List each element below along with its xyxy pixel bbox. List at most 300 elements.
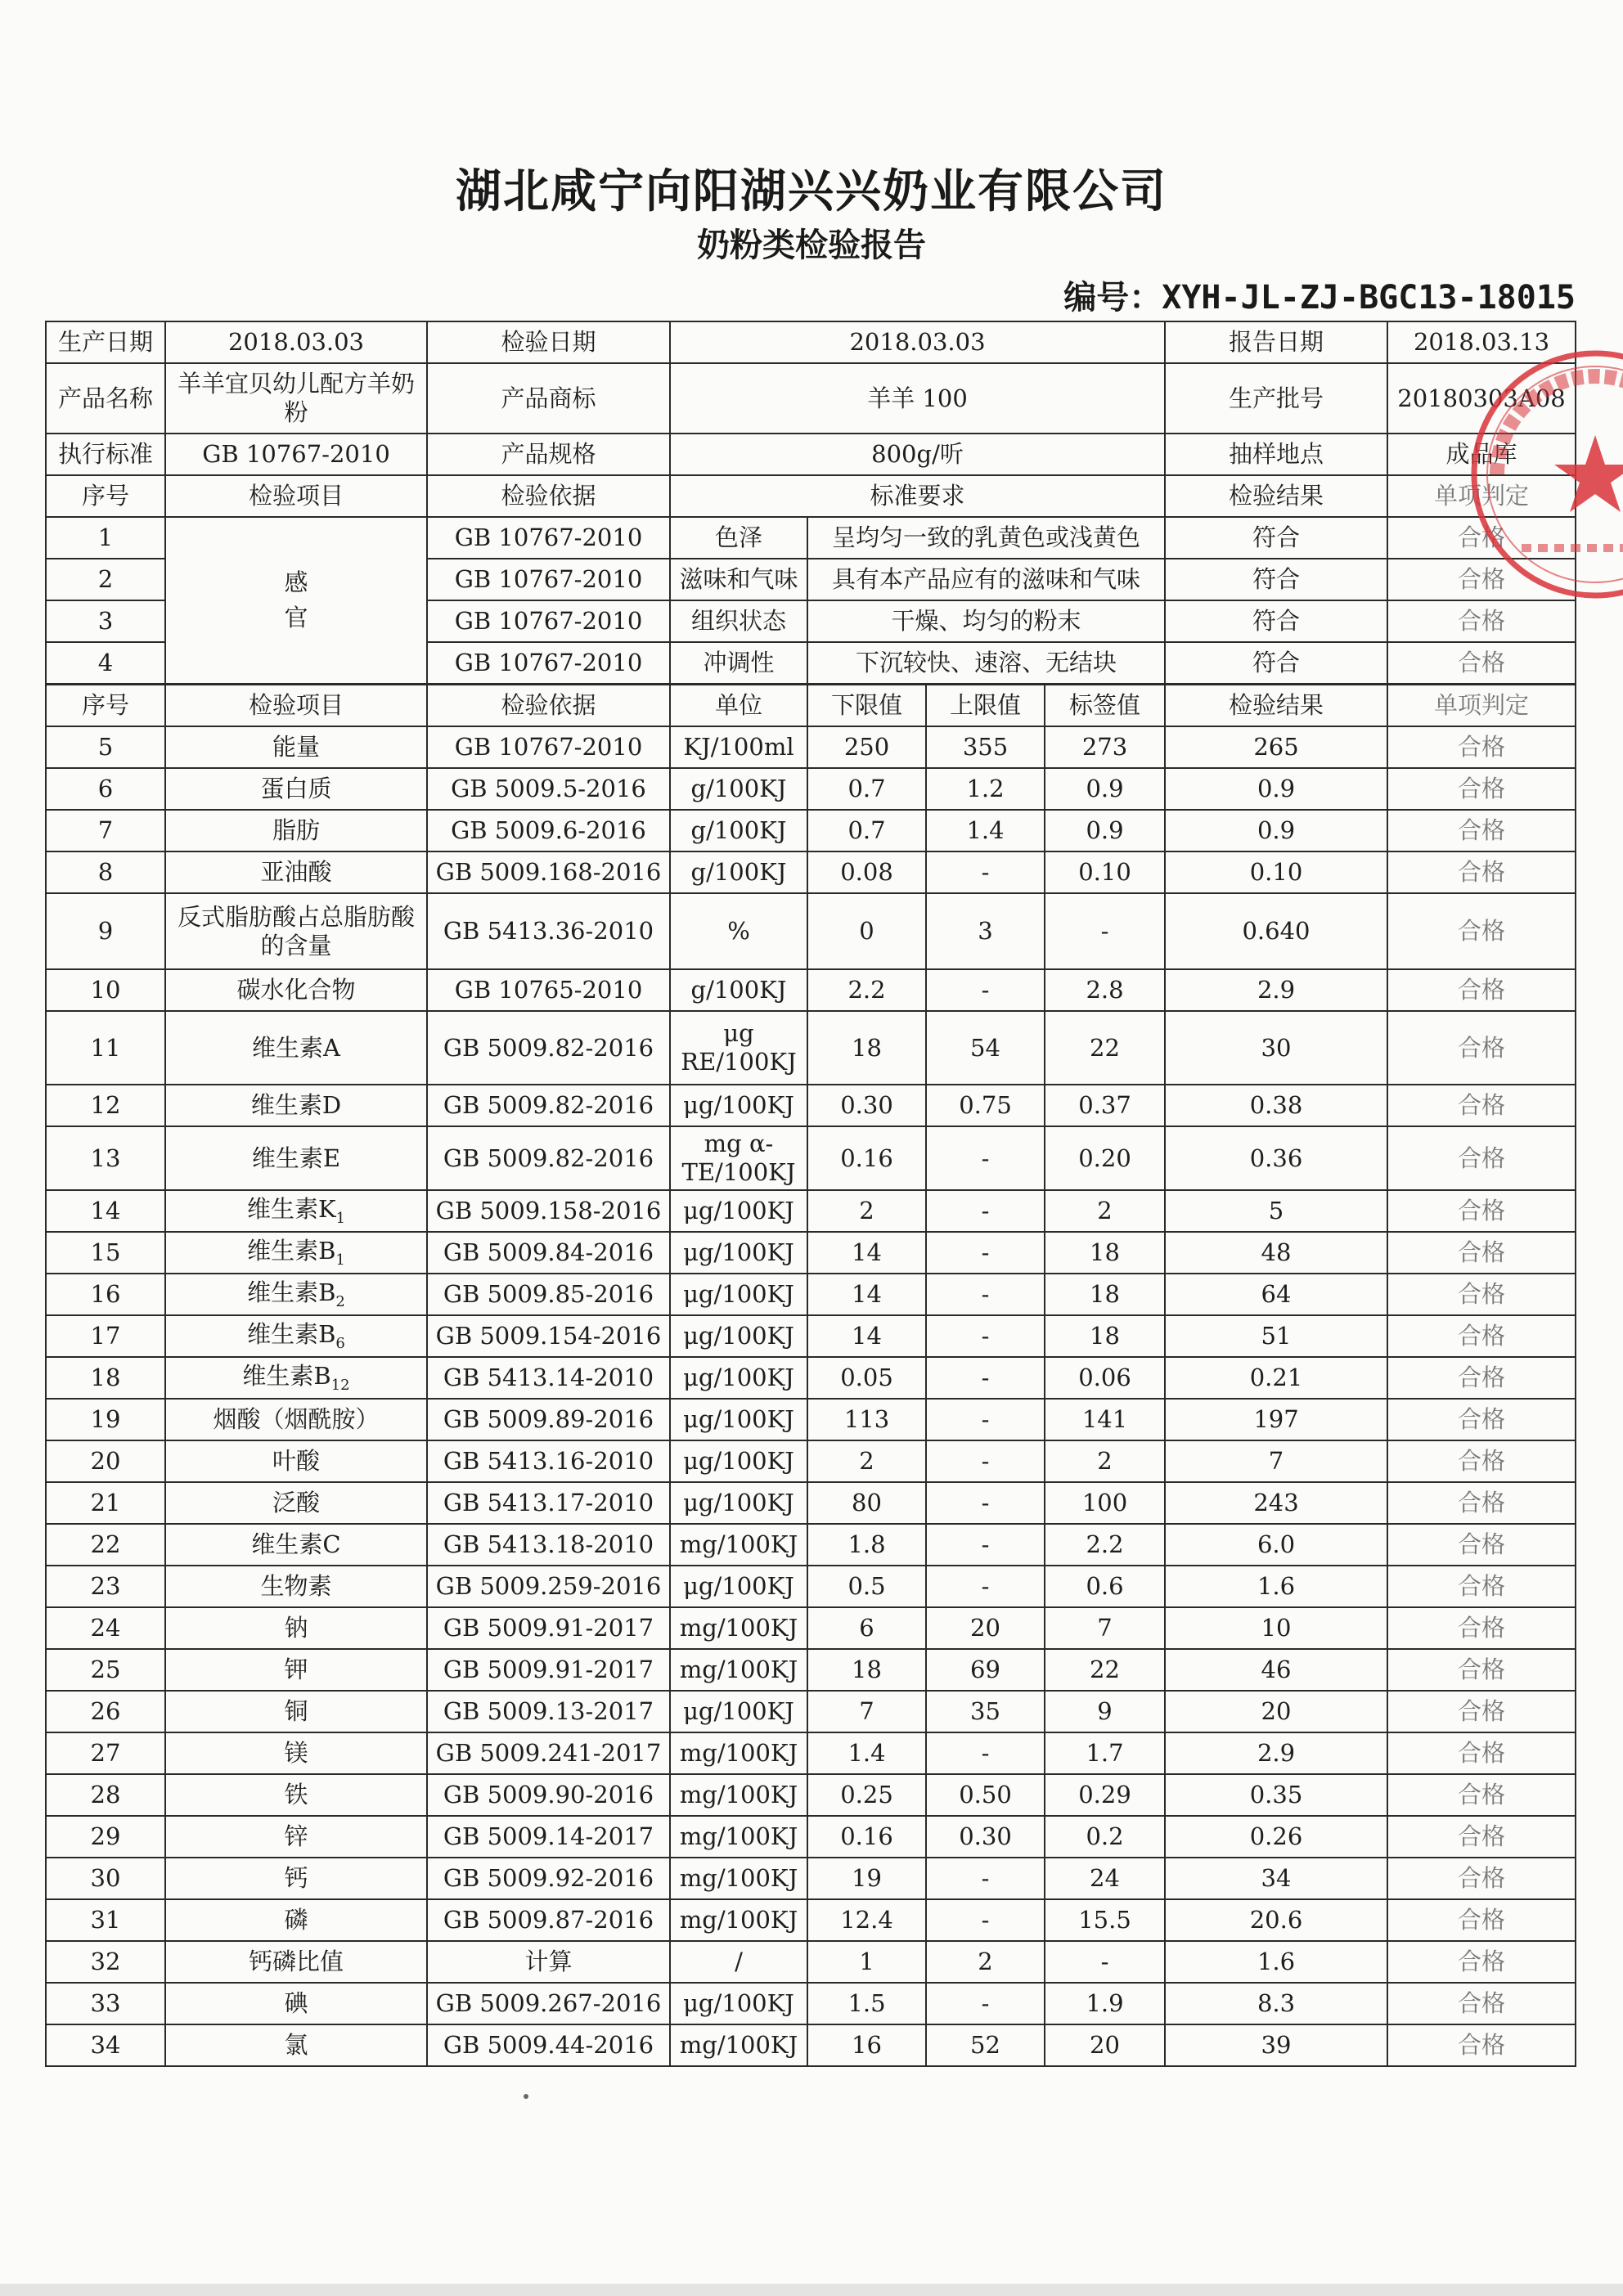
row-result: 2.9 [1165, 1732, 1387, 1774]
row-label-value: 0.10 [1045, 851, 1165, 893]
row-judge: 合格 [1387, 1732, 1576, 1774]
row-judge: 合格 [1387, 1774, 1576, 1816]
row-attribute: 滋味和气味 [670, 559, 807, 600]
row-max: 69 [926, 1649, 1045, 1691]
row-basis: GB 5009.89-2016 [427, 1399, 670, 1440]
row-item [165, 969, 427, 1011]
row-unit: μg/100KJ [670, 1482, 807, 1524]
row-judge: 合格 [1387, 1899, 1576, 1941]
row-label-value: 24 [1045, 1858, 1165, 1899]
row-label-value: 9 [1045, 1691, 1165, 1732]
row-max: - [926, 969, 1045, 1011]
row-judge: 合格 [1387, 559, 1576, 600]
row-min: 0.16 [807, 1816, 926, 1858]
row-max: - [926, 1357, 1045, 1399]
row-min: 1.4 [807, 1732, 926, 1774]
row-label-value: 2 [1045, 1190, 1165, 1232]
row-no: 3 [46, 600, 165, 642]
row-item-name: 钾 [284, 1656, 308, 1684]
row-item [165, 1607, 427, 1649]
standard-label: 执行标准 [46, 434, 165, 475]
row-basis: GB 5009.82-2016 [427, 1126, 670, 1190]
row-label-value: 18 [1045, 1232, 1165, 1274]
row-min: 14 [807, 1232, 926, 1274]
row-result: 265 [1165, 726, 1387, 768]
row-judge: 合格 [1387, 642, 1576, 684]
row-min: 0.7 [807, 810, 926, 851]
row-label-value: 2.2 [1045, 1524, 1165, 1566]
row-unit: μg RE/100KJ [670, 1011, 807, 1085]
nutrient-row [46, 726, 1576, 768]
row-item-name: 反式脂肪酸占总脂肪酸的含量 [177, 902, 415, 959]
row-basis: GB 5413.14-2010 [427, 1357, 670, 1399]
nutrient-row [46, 1858, 1576, 1899]
sensory-row [46, 517, 1576, 559]
row-no: 1 [46, 517, 165, 559]
row-no: 17 [46, 1315, 165, 1357]
row-result: 1.6 [1165, 1941, 1387, 1983]
row-item [165, 1011, 427, 1085]
row-item [165, 1774, 427, 1816]
nutrient-row [46, 1774, 1576, 1816]
row-judge: 合格 [1387, 1232, 1576, 1274]
batch: 20180303A08 [1387, 363, 1576, 434]
row-unit: g/100KJ [670, 810, 807, 851]
nutrient-row [46, 1482, 1576, 1524]
row-result: 10 [1165, 1607, 1387, 1649]
row-item [165, 2024, 427, 2066]
row-label-value: - [1045, 893, 1165, 969]
row-item-name: 镁 [284, 1739, 308, 1768]
row-item-subscript: 1 [335, 1251, 345, 1269]
row-label-value: 22 [1045, 1649, 1165, 1691]
row-item-name: 铁 [284, 1781, 308, 1809]
nutrient-row [46, 1566, 1576, 1607]
row-min: 113 [807, 1399, 926, 1440]
row-no: 6 [46, 768, 165, 810]
row-basis: GB 5009.158-2016 [427, 1190, 670, 1232]
row-unit: g/100KJ [670, 969, 807, 1011]
nutrient-table [45, 684, 1576, 2067]
header-no: 序号 [46, 475, 165, 517]
row-no: 8 [46, 851, 165, 893]
row-result: 5 [1165, 1190, 1387, 1232]
row-result: 0.21 [1165, 1357, 1387, 1399]
row-judge: 合格 [1387, 1816, 1576, 1858]
row-max: - [926, 1274, 1045, 1315]
row-item-name: 维生素E [251, 1144, 341, 1172]
header-result: 检验结果 [1165, 685, 1387, 726]
row-basis: GB 5413.17-2010 [427, 1482, 670, 1524]
brand-label: 产品商标 [427, 363, 670, 434]
row-no: 21 [46, 1482, 165, 1524]
sensory-item: 感 官 [165, 517, 427, 684]
row-unit: μg/100KJ [670, 1691, 807, 1732]
row-item-name: 钙 [284, 1864, 308, 1893]
row-judge: 合格 [1387, 768, 1576, 810]
row-min: 0.05 [807, 1357, 926, 1399]
row-label-value: - [1045, 1941, 1165, 1983]
row-no: 27 [46, 1732, 165, 1774]
row-unit: mg/100KJ [670, 1524, 807, 1566]
row-item-name: 维生素A [252, 1033, 340, 1062]
row-label-value: 141 [1045, 1399, 1165, 1440]
row-item-name: 烟酸（烟酰胺） [213, 1405, 380, 1434]
nutrient-rows [46, 726, 1576, 2066]
row-item-name: 蛋白质 [260, 775, 332, 803]
row-result: 6.0 [1165, 1524, 1387, 1566]
row-item [165, 1899, 427, 1941]
row-min: 2 [807, 1440, 926, 1482]
row-label-value: 15.5 [1045, 1899, 1165, 1941]
row-unit: μg/100KJ [670, 1315, 807, 1357]
row-no: 26 [46, 1691, 165, 1732]
row-max: 355 [926, 726, 1045, 768]
row-result: 0.26 [1165, 1816, 1387, 1858]
row-no: 7 [46, 810, 165, 851]
row-no: 13 [46, 1126, 165, 1190]
row-min: 2.2 [807, 969, 926, 1011]
row-item-name: 泛酸 [272, 1489, 320, 1517]
row-max: - [926, 1858, 1045, 1899]
row-label-value: 0.6 [1045, 1566, 1165, 1607]
row-no: 20 [46, 1440, 165, 1482]
row-item [165, 1126, 427, 1190]
row-no: 28 [46, 1774, 165, 1816]
row-item-name: 维生素B [247, 1278, 336, 1306]
header-requirement: 标准要求 [670, 475, 1165, 517]
row-min: 14 [807, 1274, 926, 1315]
row-label-value: 7 [1045, 1607, 1165, 1649]
row-item [165, 1524, 427, 1566]
nutrient-row [46, 1649, 1576, 1691]
row-unit: mg/100KJ [670, 1774, 807, 1816]
row-label-value: 100 [1045, 1482, 1165, 1524]
row-max: 54 [926, 1011, 1045, 1085]
row-max: 0.30 [926, 1816, 1045, 1858]
row-no: 16 [46, 1274, 165, 1315]
row-basis: GB 5009.84-2016 [427, 1232, 670, 1274]
row-judge: 合格 [1387, 1399, 1576, 1440]
row-basis: GB 10767-2010 [427, 559, 670, 600]
row-judge: 合格 [1387, 1607, 1576, 1649]
row-no: 25 [46, 1649, 165, 1691]
row-no: 23 [46, 1566, 165, 1607]
row-unit: μg/100KJ [670, 1566, 807, 1607]
row-item-name: 脂肪 [272, 816, 320, 845]
row-result: 符合 [1165, 559, 1387, 600]
row-label-value: 2 [1045, 1440, 1165, 1482]
row-no: 18 [46, 1357, 165, 1399]
row-result: 39 [1165, 2024, 1387, 2066]
nutrient-row [46, 2024, 1576, 2066]
header-min: 下限值 [807, 685, 926, 726]
nutrient-row [46, 768, 1576, 810]
nutrient-row [46, 1315, 1576, 1357]
row-label-value: 273 [1045, 726, 1165, 768]
row-basis: GB 10765-2010 [427, 969, 670, 1011]
row-unit: mg/100KJ [670, 1899, 807, 1941]
row-basis: GB 5009.154-2016 [427, 1315, 670, 1357]
row-basis: GB 5009.5-2016 [427, 768, 670, 810]
row-no: 22 [46, 1524, 165, 1566]
nutrient-row [46, 851, 1576, 893]
row-result: 0.9 [1165, 768, 1387, 810]
row-unit: mg/100KJ [670, 1732, 807, 1774]
nutrient-row [46, 893, 1576, 969]
row-judge: 合格 [1387, 1566, 1576, 1607]
prod-date-label: 生产日期 [46, 321, 165, 363]
row-unit: μg/100KJ [670, 1190, 807, 1232]
row-label-value: 1.9 [1045, 1983, 1165, 2024]
sample: 成品库 [1387, 434, 1576, 475]
row-requirement: 呈均匀一致的乳黄色或浅黄色 [807, 517, 1165, 559]
row-result: 1.6 [1165, 1566, 1387, 1607]
row-item [165, 1190, 427, 1232]
row-max: 0.50 [926, 1774, 1045, 1816]
row-result: 符合 [1165, 600, 1387, 642]
row-item [165, 1399, 427, 1440]
spec: 800g/听 [670, 434, 1165, 475]
row-unit: mg/100KJ [670, 2024, 807, 2066]
row-item [165, 810, 427, 851]
row-label-value: 0.20 [1045, 1126, 1165, 1190]
nutrient-row [46, 1691, 1576, 1732]
row-judge: 合格 [1387, 810, 1576, 851]
row-label-value: 1.7 [1045, 1732, 1165, 1774]
row-min: 0.25 [807, 1774, 926, 1816]
row-max: - [926, 1232, 1045, 1274]
row-item [165, 1941, 427, 1983]
company-name: 湖北咸宁向阳湖兴兴奶业有限公司 [456, 165, 1167, 218]
row-min: 0.08 [807, 851, 926, 893]
row-label-value: 18 [1045, 1274, 1165, 1315]
row-label-value: 0.9 [1045, 768, 1165, 810]
row-result: 0.38 [1165, 1085, 1387, 1126]
row-item [165, 1232, 427, 1274]
row-result: 46 [1165, 1649, 1387, 1691]
row-result: 20 [1165, 1691, 1387, 1732]
row-result: 197 [1165, 1399, 1387, 1440]
row-unit: KJ/100ml [670, 726, 807, 768]
scan-speck [524, 2094, 528, 2099]
row-min: 1.5 [807, 1983, 926, 2024]
row-item-name: 亚油酸 [260, 858, 332, 887]
report-subtitle: 奶粉类检验报告 [697, 227, 926, 264]
header-item: 检验项目 [165, 685, 427, 726]
header-judge: 单项判定 [1387, 475, 1576, 517]
row-min: 7 [807, 1691, 926, 1732]
row-basis: GB 5009.87-2016 [427, 1899, 670, 1941]
row-judge: 合格 [1387, 1983, 1576, 2024]
row-basis: GB 5009.90-2016 [427, 1774, 670, 1816]
row-item [165, 893, 427, 969]
row-judge: 合格 [1387, 1085, 1576, 1126]
row-max: 1.4 [926, 810, 1045, 851]
row-unit: mg/100KJ [670, 1607, 807, 1649]
info-row-dates [46, 321, 1576, 363]
row-item-name: 锌 [284, 1822, 308, 1851]
row-item-name: 钠 [284, 1614, 308, 1642]
row-unit: % [670, 893, 807, 969]
row-basis: GB 5009.6-2016 [427, 810, 670, 851]
row-min: 6 [807, 1607, 926, 1649]
row-no: 32 [46, 1941, 165, 1983]
nutrient-row [46, 1232, 1576, 1274]
row-unit: mg/100KJ [670, 1649, 807, 1691]
row-item [165, 1691, 427, 1732]
nutrient-row [46, 969, 1576, 1011]
row-basis: GB 5413.16-2010 [427, 1440, 670, 1482]
nutrient-row [46, 1607, 1576, 1649]
row-judge: 合格 [1387, 517, 1576, 559]
row-no: 9 [46, 893, 165, 969]
row-no: 11 [46, 1011, 165, 1085]
row-judge: 合格 [1387, 1315, 1576, 1357]
row-unit: / [670, 1941, 807, 1983]
row-judge: 合格 [1387, 726, 1576, 768]
row-basis: GB 10767-2010 [427, 726, 670, 768]
row-unit: mg α-TE/100KJ [670, 1126, 807, 1190]
nutrient-row [46, 1732, 1576, 1774]
row-result: 8.3 [1165, 1983, 1387, 2024]
row-judge: 合格 [1387, 1649, 1576, 1691]
row-item [165, 1816, 427, 1858]
row-item [165, 768, 427, 810]
scan-edge [0, 2284, 1623, 2296]
nutrient-row [46, 1899, 1576, 1941]
info-row-standard [46, 434, 1576, 475]
row-item-name: 维生素D [250, 1091, 342, 1120]
row-min: 0.16 [807, 1126, 926, 1190]
row-result: 0.10 [1165, 851, 1387, 893]
row-item-subscript: 1 [335, 1209, 346, 1227]
row-max: - [926, 1732, 1045, 1774]
row-basis: GB 5009.82-2016 [427, 1011, 670, 1085]
row-min: 80 [807, 1482, 926, 1524]
report-number-value: XYH-JL-ZJ-BGC13-18015 [1162, 279, 1576, 317]
row-label-value: 0.9 [1045, 810, 1165, 851]
row-no: 31 [46, 1899, 165, 1941]
nutrient-row [46, 1399, 1576, 1440]
row-max: - [926, 1440, 1045, 1482]
sensory-header-row [46, 475, 1576, 517]
nutrient-row [46, 1011, 1576, 1085]
row-result: 0.35 [1165, 1774, 1387, 1816]
nutrient-row [46, 1357, 1576, 1399]
row-result: 符合 [1165, 642, 1387, 684]
row-no: 33 [46, 1983, 165, 2024]
row-min: 12.4 [807, 1899, 926, 1941]
row-item [165, 1482, 427, 1524]
row-no: 24 [46, 1607, 165, 1649]
row-min: 0 [807, 893, 926, 969]
row-item [165, 1357, 427, 1399]
row-max: - [926, 851, 1045, 893]
nutrient-row [46, 1274, 1576, 1315]
row-max: - [926, 1566, 1045, 1607]
row-result: 20.6 [1165, 1899, 1387, 1941]
row-basis: GB 5009.14-2017 [427, 1816, 670, 1858]
info-sensory-table [45, 321, 1576, 685]
row-min: 1.8 [807, 1524, 926, 1566]
row-max: - [926, 1126, 1045, 1190]
row-label-value: 2.8 [1045, 969, 1165, 1011]
row-item-name: 碳水化合物 [236, 976, 356, 1004]
row-judge: 合格 [1387, 1941, 1576, 1983]
row-unit: μg/100KJ [670, 1357, 807, 1399]
row-min: 14 [807, 1315, 926, 1357]
row-label-value: 0.2 [1045, 1816, 1165, 1858]
row-judge: 合格 [1387, 1011, 1576, 1085]
row-unit: μg/100KJ [670, 1983, 807, 2024]
row-item-name: 钙磷比值 [248, 1948, 344, 1976]
row-min: 250 [807, 726, 926, 768]
row-max: 1.2 [926, 768, 1045, 810]
company-seal [1464, 344, 1623, 605]
header-unit: 单位 [670, 685, 807, 726]
row-judge: 合格 [1387, 893, 1576, 969]
info-row-product [46, 363, 1576, 434]
row-requirement: 干燥、均匀的粉末 [807, 600, 1165, 642]
row-judge: 合格 [1387, 1482, 1576, 1524]
row-item [165, 1274, 427, 1315]
row-item-name: 维生素B [242, 1361, 331, 1390]
row-basis: GB 10767-2010 [427, 517, 670, 559]
row-unit: mg/100KJ [670, 1816, 807, 1858]
insp-date-label: 检验日期 [427, 321, 670, 363]
row-min: 2 [807, 1190, 926, 1232]
report-number [1063, 272, 1576, 318]
row-result: 符合 [1165, 517, 1387, 559]
nutrient-header-row [46, 685, 1576, 726]
row-basis: GB 5009.91-2017 [427, 1649, 670, 1691]
row-item [165, 1085, 427, 1126]
row-label-value: 0.06 [1045, 1357, 1165, 1399]
header-judge: 单项判定 [1387, 685, 1576, 726]
brand: 羊羊 100 [670, 363, 1165, 434]
row-min: 0.5 [807, 1566, 926, 1607]
nutrient-row [46, 1440, 1576, 1482]
row-requirement: 下沉较快、速溶、无结块 [807, 642, 1165, 684]
row-unit: μg/100KJ [670, 1085, 807, 1126]
row-item-name: 铜 [284, 1697, 308, 1726]
row-item-name: 叶酸 [272, 1447, 320, 1476]
row-item-name: 氯 [284, 2031, 308, 2060]
row-result: 2.9 [1165, 969, 1387, 1011]
nutrient-row [46, 810, 1576, 851]
header-result: 检验结果 [1165, 475, 1387, 517]
row-result: 0.36 [1165, 1126, 1387, 1190]
row-max: 35 [926, 1691, 1045, 1732]
row-no: 2 [46, 559, 165, 600]
row-max: - [926, 1524, 1045, 1566]
row-item-name: 碘 [284, 1989, 308, 2018]
row-item [165, 1732, 427, 1774]
row-attribute: 冲调性 [670, 642, 807, 684]
sensory-rows [46, 517, 1576, 684]
row-item [165, 1858, 427, 1899]
row-result: 7 [1165, 1440, 1387, 1482]
row-no: 12 [46, 1085, 165, 1126]
row-basis: GB 5009.82-2016 [427, 1085, 670, 1126]
header-basis: 检验依据 [427, 475, 670, 517]
row-unit: μg/100KJ [670, 1440, 807, 1482]
row-item-name: 维生素K [246, 1194, 336, 1223]
row-no: 14 [46, 1190, 165, 1232]
nutrient-row [46, 1524, 1576, 1566]
row-unit: mg/100KJ [670, 1858, 807, 1899]
